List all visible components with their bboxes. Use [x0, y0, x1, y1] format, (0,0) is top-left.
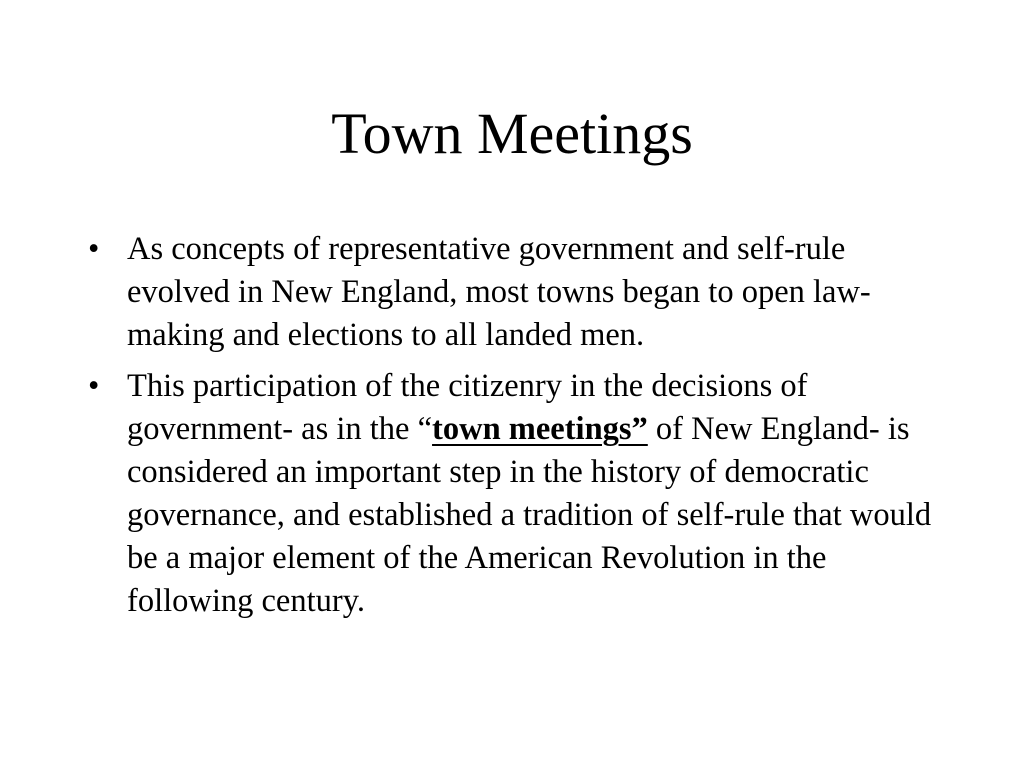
bullet-list — [82, 228, 952, 631]
bullet-icon: • — [88, 231, 100, 267]
bullet-item-citizen-participation — [82, 365, 952, 623]
bullet-icon: • — [88, 368, 100, 404]
bullet-text-start: This participation of the citizenry in the decisions of government- as in the “ — [127, 368, 808, 447]
slide-title: Town Meetings — [331, 101, 693, 166]
town-meetings-emphasis: town meetings” — [432, 411, 648, 447]
bullet-item-representative-government — [82, 228, 952, 357]
bullet-text-end: of New England- is considered an important step in the history of democratic governance, and established a tradition of self-rule that would be a major element of the American Revolution in the following century. — [127, 411, 932, 619]
bullet-text: As concepts of representative government and self-rule evolved in New England, most towns began to open law-making and elections to all landed men. — [127, 231, 871, 353]
